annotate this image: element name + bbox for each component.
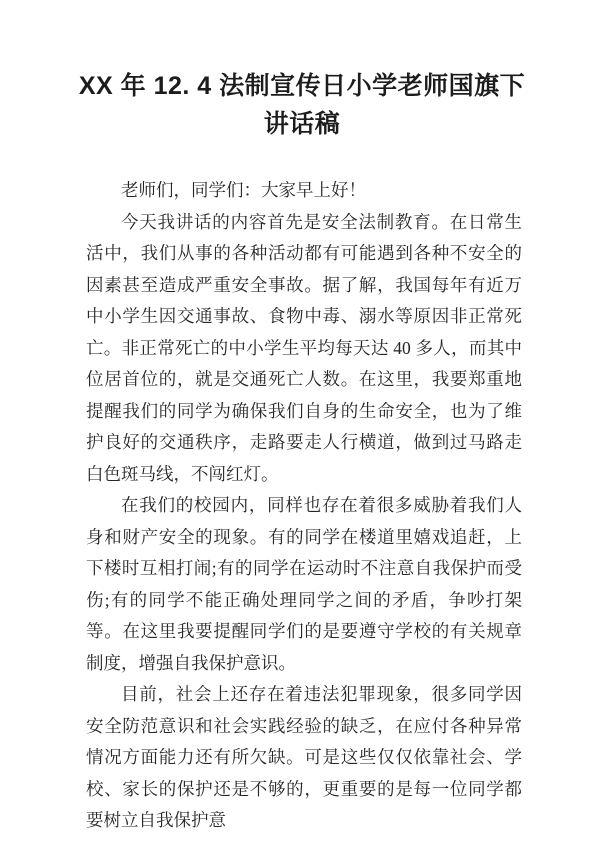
paragraph-campus-safety: 在我们的校园内，同样也存在着很多威胁着我们人身和财产安全的现象。有的同学在楼道里嬉戏追赶，上下楼时互相打闹;有的同学在运动时不注意自我保护而受伤;有的同学不能正确处理同学之间的矛盾，争吵打架等。在这里我要提醒同学们的是要遵守学校的有关规章制度，增强自我保护意识。 bbox=[86, 495, 522, 673]
document-body bbox=[86, 175, 522, 837]
paragraph-greeting: 老师们，同学们：大家早上好！ bbox=[121, 180, 366, 200]
paragraph-self-protection: 目前，社会上还存在着违法犯罪现象，很多同学因安全防范意识和社会实践经验的缺乏，在应付各种异常情况方面能力还有所欠缺。可是这些仅仅依靠社会、学校、家长的保护还是不够的，更重要的是每一位同学都要树立自我保护意 bbox=[86, 684, 522, 830]
document-title: XX 年 12. 4 法制宣传日小学老师国旗下讲话稿 bbox=[78, 72, 526, 138]
paragraph-traffic-safety: 今天我讲话的内容首先是安全法制教育。在日常生活中，我们从事的各种活动都有可能遇到各种不安全的因素甚至造成严重安全事故。据了解，我国每年有近万中小学生因交通事故、食物中毒、溺水等原因非正常死亡。非正常死亡的中小学生平均每天达 40 多人，而其中位居首位的，就是交通死亡人数。在这里，我要郑重地提醒我们的同学为确保我们自身的生命安全，也为了维护良好的交通秩序，走路要走人行横道，做到过马路走白色斑马线，不闯红灯。 bbox=[86, 211, 522, 484]
